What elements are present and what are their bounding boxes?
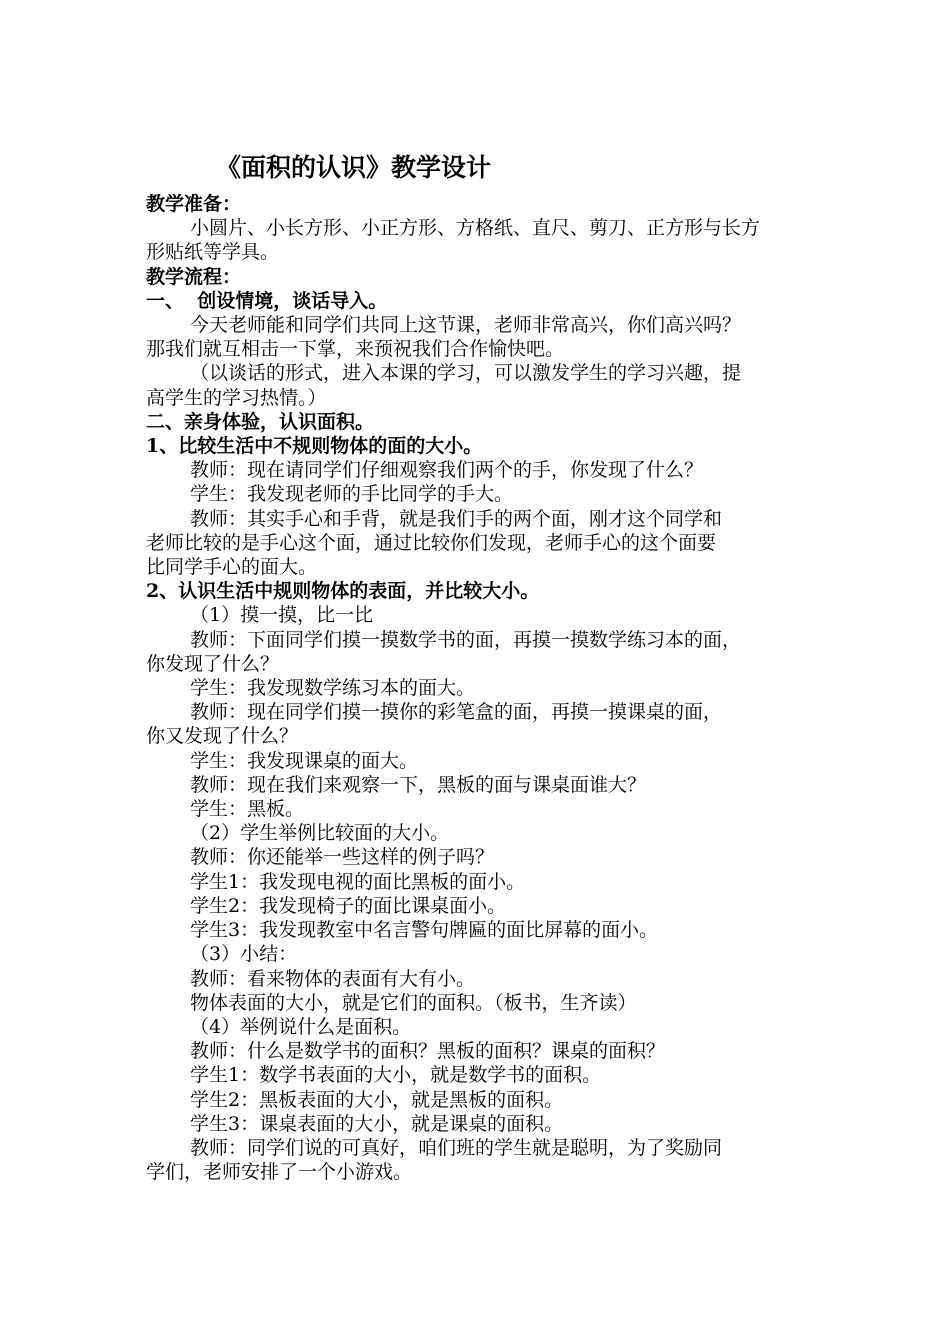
text-line: 老师比较的是手心这个面，通过比较你们发现，老师手心的这个面要 bbox=[146, 531, 717, 554]
text-line: 教师：现在我们来观察一下，黑板的面与课桌面谁大？ bbox=[190, 773, 647, 796]
text-line: 学生：我发现数学练习本的面大。 bbox=[190, 677, 476, 700]
text-line: （2）学生举例比较面的大小。 bbox=[190, 822, 450, 845]
text-line: 学生：我发现课桌的面大。 bbox=[190, 749, 419, 772]
text-line: 学生3：课桌表面的大小，就是课桌的面积。 bbox=[190, 1112, 564, 1135]
text-line: 你发现了什么？ bbox=[146, 652, 280, 675]
text-line: 学们，老师安排了一个小游戏。 bbox=[146, 1161, 413, 1184]
text-line: （1）摸一摸，比一比 bbox=[190, 604, 374, 627]
section-heading: 教学准备： bbox=[146, 193, 242, 215]
text-line: 比同学手心的面大。 bbox=[146, 556, 318, 579]
section-heading: 一、 创设情境，谈话导入。 bbox=[146, 289, 388, 312]
text-line: （以谈话的形式，进入本课的学习，可以激发学生的学习兴趣，提 bbox=[190, 362, 742, 385]
section-heading: 教学流程： bbox=[146, 265, 242, 288]
text-line: 高学生的学习热情。） bbox=[146, 386, 327, 409]
section-heading: 2、认识生活中规则物体的表面，并比较大小。 bbox=[146, 580, 540, 603]
document-title: 《面积的认识》教学设计 bbox=[216, 153, 492, 182]
text-line: 教师：下面同学们摸一摸数学书的面，再摸一摸数学练习本的面， bbox=[190, 628, 742, 651]
text-line: 教师：看来物体的表面有大有小。 bbox=[190, 967, 476, 990]
text-line: （4）举例说什么是面积。 bbox=[190, 1015, 412, 1038]
section-heading: 1、比较生活中不规则物体的面的大小。 bbox=[146, 435, 483, 458]
text-line: 今天老师能和同学们共同上这节课，老师非常高兴，你们高兴吗？ bbox=[190, 314, 742, 337]
text-line: 教师：现在请同学们仔细观察我们两个的手，你发现了什么？ bbox=[190, 459, 704, 482]
text-line: （3）小结： bbox=[190, 943, 298, 966]
text-line: 教师：什么是数学书的面积？黑板的面积？课桌的面积？ bbox=[190, 1040, 666, 1063]
text-line: 学生2：黑板表面的大小，就是黑板的面积。 bbox=[190, 1088, 564, 1111]
text-line: 教师：同学们说的可真好，咱们班的学生就是聪明，为了奖励同 bbox=[190, 1136, 723, 1159]
text-line: 学生3：我发现教室中名言警句牌匾的面比屏幕的面小。 bbox=[190, 919, 659, 942]
text-line: 教师：你还能举一些这样的例子吗？ bbox=[190, 846, 495, 869]
text-line: 形贴纸等学具。 bbox=[146, 241, 280, 264]
text-line: 小圆片、小长方形、小正方形、方格纸、直尺、剪刀、正方形与长方 bbox=[190, 217, 761, 240]
document-body bbox=[146, 192, 806, 1184]
text-line: 你又发现了什么？ bbox=[146, 725, 299, 748]
document-page bbox=[146, 150, 806, 1184]
text-line: 物体表面的大小，就是它们的面积。（板书，生齐读） bbox=[190, 991, 637, 1014]
text-line: 学生：黑板。 bbox=[190, 798, 305, 821]
text-line: 教师：其实手心和手背，就是我们手的两个面，刚才这个同学和 bbox=[190, 507, 723, 530]
section-heading: 二、亲身体验，认识面积。 bbox=[146, 410, 375, 433]
text-line: 学生2：我发现椅子的面比课桌面小。 bbox=[190, 894, 507, 917]
text-line: 学生：我发现老师的手比同学的手大。 bbox=[190, 483, 514, 506]
text-line: 教师：现在同学们摸一摸你的彩笔盒的面，再摸一摸课桌的面， bbox=[190, 701, 723, 724]
text-line: 学生1：数学书表面的大小，就是数学书的面积。 bbox=[190, 1064, 602, 1087]
text-line: 那我们就互相击一下掌，来预祝我们合作愉快吧。 bbox=[146, 338, 565, 361]
text-line: 学生1：我发现电视的面比黑板的面小。 bbox=[190, 870, 526, 893]
